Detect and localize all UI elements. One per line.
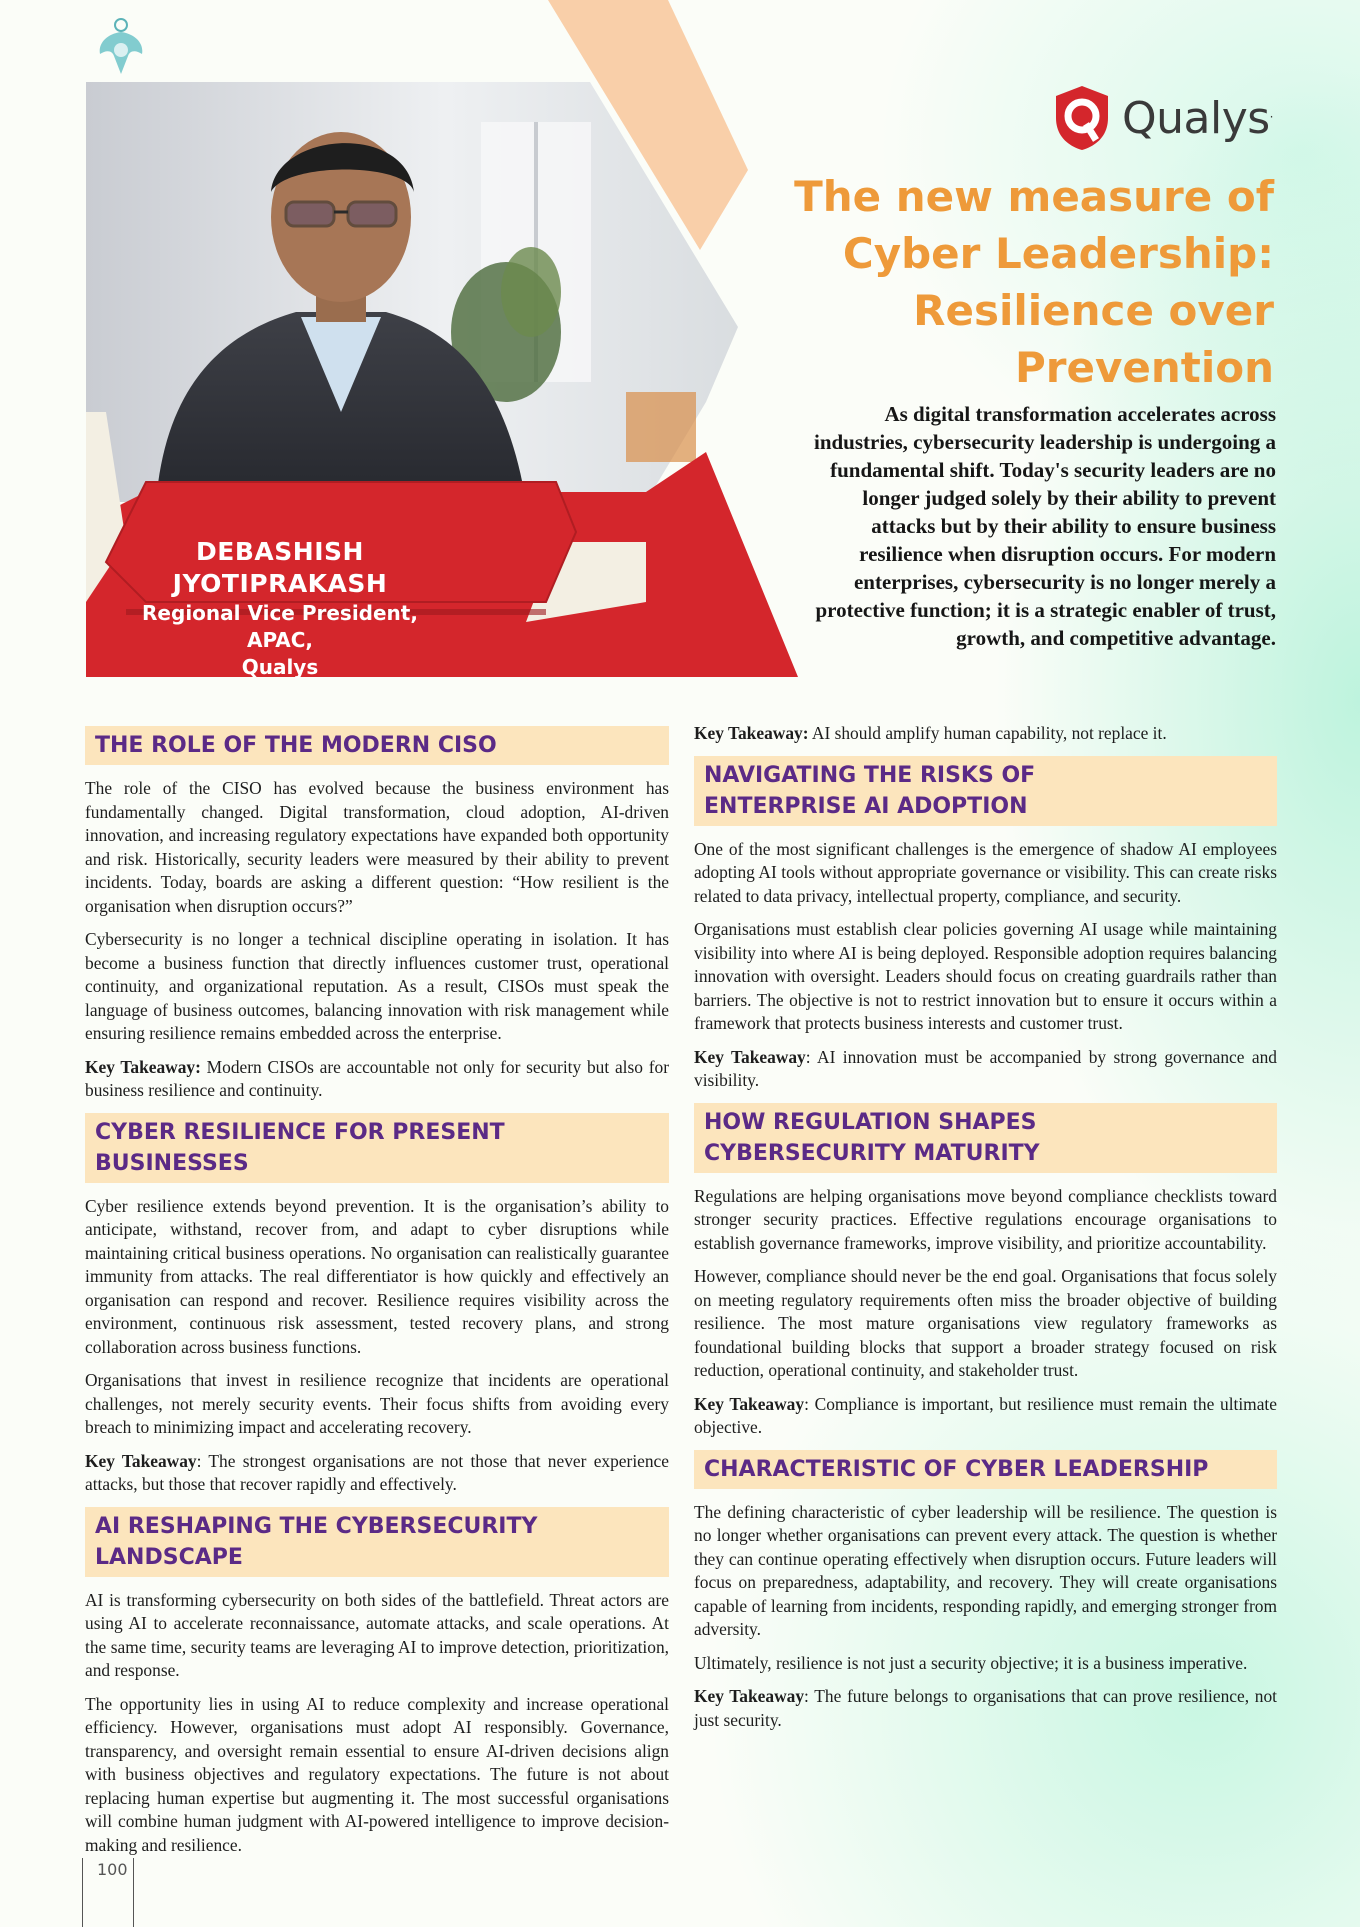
paragraph: Ultimately, resilience is not just a security objective; it is a business imperative. (694, 1652, 1248, 1673)
section-heading-cyber-leadership: CHARACTERISTIC OF CYBER LEADERSHIP (694, 1450, 1277, 1489)
qualys-shield-icon (1052, 84, 1112, 152)
paragraph: Organisations must establish clear policies governing AI usage while maintaining visibility into where AI is being deployed. Responsible adoption requires balancing innovation with oversight. Leaders should focus on creating guardrails rather than barriers. The objective is not to restrict innovation but to ensure it occurs within a framework that protects business interests and customer trust. (694, 919, 1277, 1033)
person-caption (120, 536, 440, 681)
key-takeaway: Key Takeaway: AI innovation must be accompanied by strong governance and visibility. (694, 1046, 1277, 1090)
section-heading-role-of-ciso: THE ROLE OF THE MODERN CISO (85, 726, 669, 765)
qualys-wordmark: Qualys. (1122, 92, 1273, 144)
key-takeaway: Key Takeaway: Compliance is important, but resilience must remain the ultimate objective. (694, 1393, 1277, 1437)
paragraph: Regulations are helping organisations move beyond compliance checklists toward stronger security practices. Effective regulations encourage organisations to establish governance frameworks, improve visibility, and prioritize accountability. (694, 1185, 1277, 1253)
left-column (85, 722, 669, 1867)
key-takeaway: Key Takeaway: AI should amplify human capability, not replace it. (694, 723, 1167, 743)
paragraph: The role of the CISO has evolved because the business environment has fundamentally changed. Digital transformation, cloud adoption, AI-driven innovation, and increasing regulatory expectations have expanded both opportunity and risk. Historically, security leaders were measured by their ability to prevent incidents. Today, boards are asking a different question: “How resilient is the organisation when disruption occurs?” (85, 778, 669, 916)
article-intro: As digital transformation accelerates across industries, cybersecurity leadership is undergoing a fundamental shift. Today's security leaders are no longer judged solely by their ability to prevent attacks but by their ability to ensure business resilience when disruption occurs. For modern enterprises, cybersecurity is no longer merely a protective function; it is a strategic enabler of trust, growth, and competitive advantage. (813, 402, 1276, 650)
section-heading-ai-reshaping: AI RESHAPING THE CYBERSECURITY LANDSCAPE (85, 1507, 669, 1577)
paragraph: However, compliance should never be the end goal. Organisations that focus solely on meeting regulatory requirements often miss the broader objective of building resilience. The most mature organisations view regulatory frameworks as foundational building blocks that support a broader strategy focused on risk reduction, operational continuity, and stakeholder trust. (694, 1266, 1277, 1380)
page-number: 100 (82, 1858, 134, 1927)
paragraph: One of the most significant challenges is the emergence of shadow AI employees adopting AI tools without appropriate governance or visibility. This can create risks related to data privacy, intellectual property, compliance, and security. (694, 838, 1277, 906)
paragraph: Cyber resilience extends beyond prevention. It is the organisation’s ability to anticipate, withstand, recover from, and adapt to cyber disruptions while maintaining critical business operations. No organisation can realistically guarantee immunity from attacks. The real differentiator is how quickly and effectively an organisation can respond and recover. Resilience requires visibility across the environment, continuous risk assessment, tested recovery plans, and strong collaboration across business functions. (85, 1195, 669, 1357)
qualys-logo (1052, 84, 1273, 152)
person-name: DEBASHISH JYOTIPRAKASH (172, 537, 388, 598)
paragraph: The opportunity lies in using AI to reduce complexity and increase operational efficiency. However, organisations must adopt AI responsibly. Governance, transparency, and oversight remain essential to ensure AI-driven decisions align with business objectives and regulatory expectations. The future is not about replacing human expertise but augmenting it. The most successful organisations will combine human judgment with AI-powered intelligence to improve decision-making and resilience. (85, 1693, 669, 1855)
section-heading-cyber-resilience: CYBER RESILIENCE FOR PRESENT BUSINESSES (85, 1113, 669, 1183)
key-takeaway: Key Takeaway: The strongest organisations are not those that never experience attacks, but those that recover rapidly and effectively. (85, 1450, 669, 1494)
article-title: The new measure of Cyber Leadership: Resilience over Prevention (794, 172, 1274, 392)
paragraph: AI is transforming cybersecurity on both sides of the battlefield. Threat actors are using AI to accelerate reconnaissance, automate attacks, and scale operations. At the same time, security teams are leveraging AI to improve detection, prioritization, and response. (85, 1589, 669, 1680)
section-heading-regulation: HOW REGULATION SHAPES CYBERSECURITY MATURITY (694, 1103, 1277, 1173)
key-takeaway: Key Takeaway: Modern CISOs are accountable not only for security but also for business resilience and continuity. (85, 1056, 669, 1100)
key-takeaway: Key Takeaway: The future belongs to organisations that can prove resilience, not just security. (694, 1686, 1277, 1730)
paragraph: The defining characteristic of cyber leadership will be resilience. The question is no longer whether organisations can prevent every attack. The question is whether they can continue operating effectively when disruption occurs. Future leaders will focus on preparedness, adaptability, and recovery. They will create organisations capable of learning from incidents, responding rapidly, and emerging stronger from adversity. (694, 1501, 1277, 1639)
paragraph: Cybersecurity is no longer a technical discipline operating in isolation. It has become a business function that directly influences customer trust, operational continuity, and organizational reputation. As a result, CISOs must speak the language of business outcomes, balancing innovation with risk management while ensuring resilience remains embedded across the enterprise. (85, 929, 669, 1043)
paragraph: Organisations that invest in resilience recognize that incidents are operational challenges, not merely security events. Their focus shifts from avoiding every breach to minimizing impact and accelerating recovery. (85, 1370, 669, 1437)
person-company: Qualys (241, 655, 319, 679)
emblem-icon (92, 16, 150, 78)
right-column (694, 722, 1277, 1742)
person-role: Regional Vice President, APAC, (142, 601, 418, 652)
section-heading-enterprise-ai-risks: NAVIGATING THE RISKS OF ENTERPRISE AI ADOPTION (694, 756, 1277, 826)
